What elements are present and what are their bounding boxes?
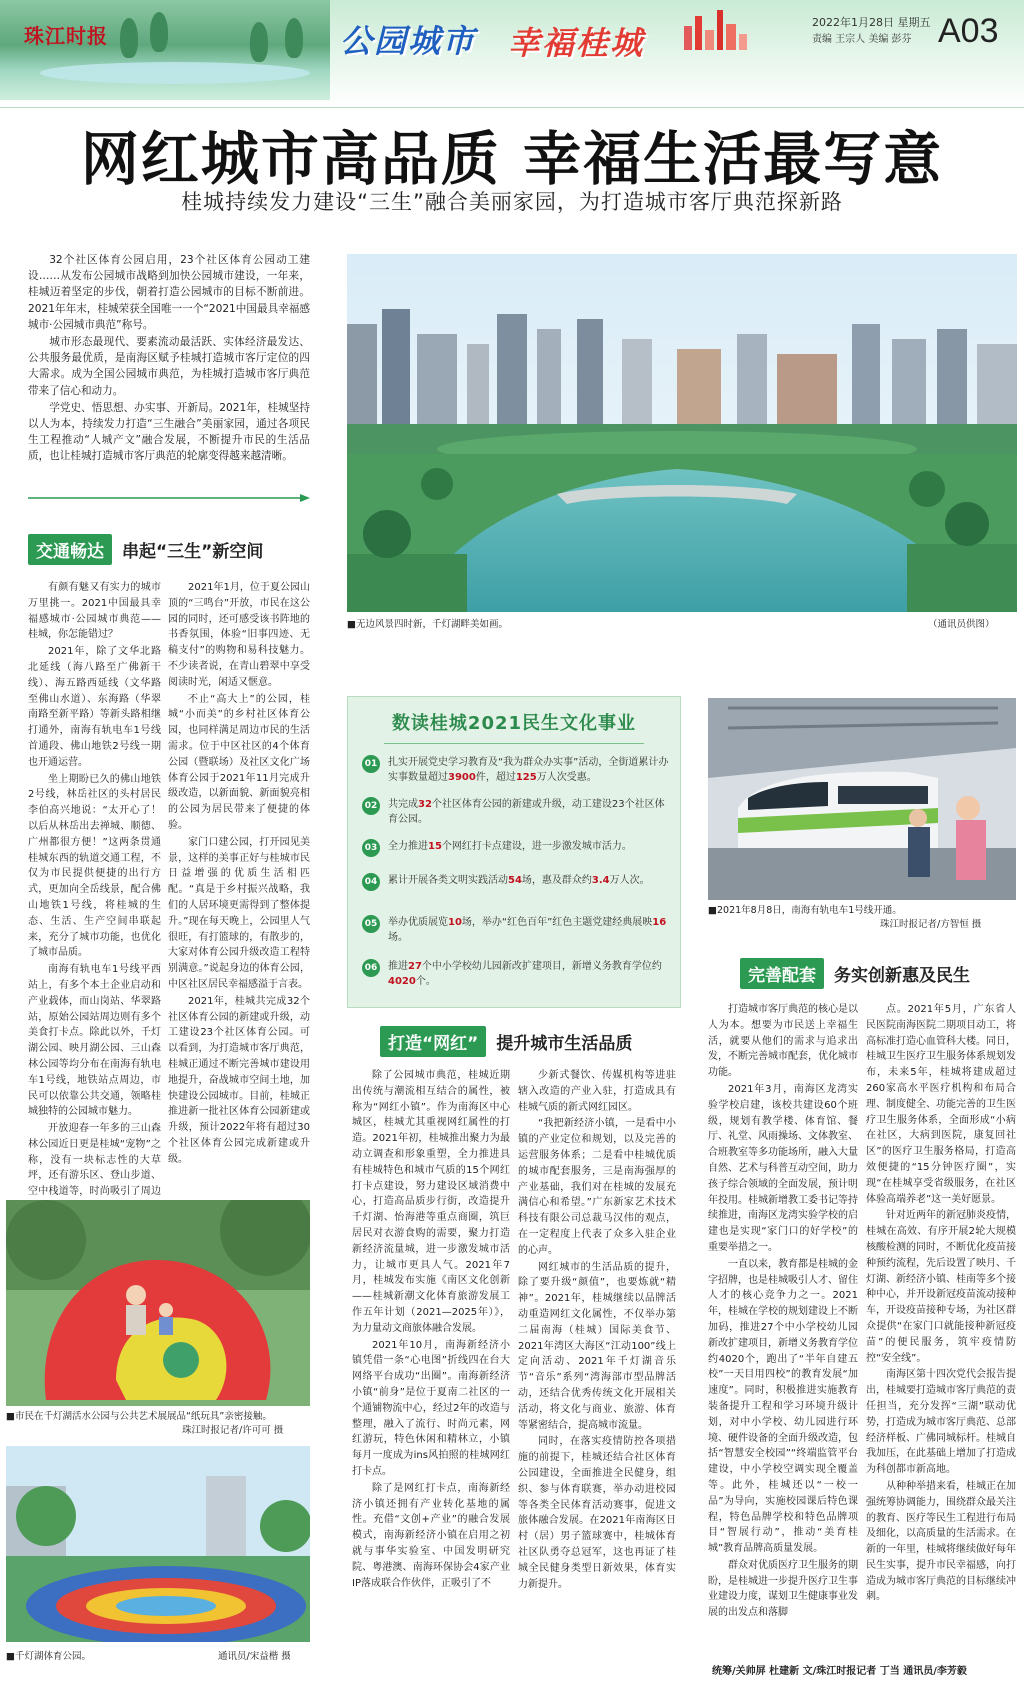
photo-sports-park: [6, 1446, 310, 1642]
paragraph: 2021年，除了文华北路北延线（海八路至广佛新干线）、海五路西延线（文华路至佛山水道）、东海路（华翠南路至新平路）等新头路相继打通外，南海有轨电车1号线首通段、佛山地铁2号线一期也开通运营。: [28, 646, 161, 768]
stat-item: 04 累计开展各类文明实践活动54场，惠及群众约3.4万人次。: [362, 873, 672, 891]
stat-number-badge: 06: [362, 959, 380, 977]
intro-paragraph: 城市形态最现代、要素流动最活跃、实体经济最发达、公共服务最优质，是南海区赋予桂城打造城市客厅定位的四大需求。成为全国公园城市典范，为桂城打造城市客厅典范带来了信心和动力。: [28, 336, 310, 397]
tram-photo-credit: 珠江时报记者/方智恒 摄: [880, 919, 982, 930]
paragraph: 点。2021年5月，广东省人民医院南海医院二期项目动工，将高标准打造心血管科大楼。同日，桂城卫生医疗卫生服务体系规划发布，未来5年，桂城将建成超过260家高水平医疗机构和布局合理、制度健全、功能完善的卫生医疗卫生服务体系，全面形成“小病在社区，大病到医院，康复回社区”的医疗卫生服务格局，打造高效便捷的“15分钟医疗圈”，实现“在桂城享受省级服务，在社区体验高端养老”这一美好愿景。: [866, 1004, 1016, 1205]
section-title-park-city: 公园城市: [340, 22, 477, 60]
stat-item: 05 举办优质展览10场，举办“红色百年”红色主题党建经典展映16场。: [362, 915, 672, 945]
internet-column-1: [352, 1068, 510, 1592]
skyline-icon: [680, 6, 760, 50]
paragraph: 2021年10月，南海新经济小镇凭借一条“心电图”折线四在台大网络平台成功“出圈”。南海新经济小镇“前身”是位于夏南二社区的一个通铺物流中心，经过2年的改造与整理，融入了流行、时尚元素，网红游玩，特色休闲和精林立，小镇每月一度成为ins风拍照的桂城网红打卡点。: [352, 1339, 510, 1477]
paragraph: 开放迎春一年多的三山森林公园近日更是桂城“宠物”之称，没有一块标志性的大草坪，还有游乐区、登山步道、空中栈道等，时尚吸引了周边: [28, 1123, 161, 1198]
art-photo-caption: ■市民在千灯湖活水公园与公共艺术展展品“纸玩具”亲密接触。: [6, 1411, 272, 1422]
stats-box: [347, 696, 681, 1008]
stat-item: 02 共完成32个社区体育公园的新建或升级，动工建设23个社区体育公园。: [362, 797, 672, 827]
issue-date: 2022年1月28日 星期五: [812, 16, 931, 29]
section-title: 串起“三生”新空间: [122, 542, 264, 562]
paragraph: 2021年，桂城共完成32个社区体育公园的新建或升级，动工建设23个社区体育公园。可以看到，为打造城市客厅典范，桂城正通过不断完善城市建设用地提升，奋战城市空间土地，加快建设公园城市。目前，桂城正推进新一批社区体育公园新建或升级，预计2022年将有超过30个社区体育公园完成新建或升级。: [168, 995, 310, 1165]
editor-credits: 责编 王宗人 美编 彭芬: [812, 34, 912, 45]
article-credits: 统筹/关帅屏 杜建新 文/珠江时报记者 丁当 通讯员/李芳毅: [712, 1666, 967, 1677]
paragraph: 南海区第十四次党代会报告提出，桂城要打造城市客厅典范的责任担当，充分发挥“三湖”联动优势，打造成为城市客厅典范、总部经济样板、广佛同城标杆。桂城自我加压，在此基础上增加了打造成为科创都市新高地。: [866, 1369, 1016, 1476]
intro-paragraph: 32个社区体育公园启用，23个社区体育公园动工建设……从发布公园城市战略到加快公园城市建设，一年来，桂城迈着坚定的步伐，朝着打造公园城市的目标不断前进。2021年年末，桂城荣获全国唯一一个“2021中国最具幸福感城市·公园城市典范”称号。: [28, 254, 310, 331]
section-title: 提升城市生活品质: [496, 1034, 633, 1054]
tram-photo-caption: ■2021年8月8日，南海有轨电车1号线开通。: [708, 905, 902, 916]
section-tag: 完善配套: [740, 958, 824, 989]
paragraph: 打造城市客厅典范的核心是以人为本。想要为市民送上幸福生活，就要从他们的需求与追求出发，不断完善城市配套，优化城市功能。: [708, 1004, 858, 1079]
stat-number-badge: 03: [362, 839, 380, 857]
stat-number-badge: 05: [362, 915, 380, 933]
paragraph: “我把新经济小镇，一是看中小镇的产业定位和规划，以及完善的运营服务体系；二是看中桂城优质的城市配套服务，三是南海强厚的产业基础，我们对在桂城的发展充满信心和希望。”广东新家艺术技术科技有限公司总裁马汉伟的观点，在一定程度上代表了众多入驻企业的心声。: [518, 1118, 676, 1256]
paragraph: 同时，在落实疫情防控各项措施的前提下，桂城还结合社区体育公园建设，全面推进全民健身，组织、参与体育联赛，举办动进校园等各类全民体育活动赛事，促进文旅体融合发展。在2021年南海区日村（居）男子篮球赛中，桂城体育社区队勇夺总冠军，这也再证了桂城全民健身类型日新效果，体育实力新提升。: [518, 1436, 676, 1590]
facilities-column-1: [708, 1002, 858, 1622]
paragraph: 除了公园城市典范，桂城近期出传统与潮流相互结合的属性，被称为“网红小镇”。作为南海区中心城区，桂城尤其重视网红属性的打造。2021年初，桂城推出聚力为最动立调查和形象重塑，全力推进具有桂城特色和城市气质的15个网红打卡点建设，努力建设区域消费中心，打造高品质步行街，改造提升千灯湖、怡海港等重点商圈，筑巨居民对衣游食购的需要，聚力打造新经济流量城，进一步激发城市活力，让城市更具人气。2021年7月，桂城发布实施《南区文化创新——桂城新潮文化体育旅游发展工作五年计划（2021—2025年）》，为力量动文商旅体融合发展。: [352, 1070, 510, 1334]
stat-item: 06 推进27个中小学校幼儿园新改扩建项目，新增义务教育学位约4020个。: [362, 959, 672, 989]
section-tag: 交通畅达: [28, 534, 112, 565]
sport-photo-caption: ■千灯湖体育公园。: [6, 1651, 91, 1662]
stat-item: 03 全力推进15个网红打卡点建设，进一步激发城市活力。: [362, 839, 672, 857]
headline: 网红城市高品质 幸福生活最写意: [80, 125, 944, 193]
paragraph: 从种种举措来看，桂城正在加强统筹协调能力，围绕群众最关注的教育、医疗等民生工程进行布局及细化，以高质量的生活需求。在新的一年里，桂城将继续做好每年民生实事，提升市民幸福感，向打造成为城市客厅典范的目标继续冲刺。: [866, 1480, 1016, 1603]
stat-number-badge: 02: [362, 797, 380, 815]
section-tag: 打造“网红”: [380, 1026, 486, 1057]
paragraph: 不止“高大上”的公园，桂城“小而美”的乡村社区体育公园，也同样满足周边市民的生活需求。位于中区社区的4个体育公园（暨联场）及社区文化广场体育公园于2021年11月完成升级改造，以新面貌、新面貌亮相的公园为居民带来了便捷的体验。: [168, 693, 310, 831]
section-heading-internet: [380, 1026, 632, 1057]
facilities-column-2: [866, 1002, 1016, 1606]
section-title: 务实创新惠及民生: [834, 966, 970, 986]
main-photo-caption: ■无边风景四时新，千灯湖畔美如画。: [347, 619, 508, 630]
paragraph: 少新式餐饮、传媒机构等进驻辖入改造的产业入驻，打造成具有桂城气质的新式网红园区。: [518, 1070, 676, 1113]
subheadline: 桂城持续发力建设“三生”融合美丽家园，为打造城市客厅典范探新路: [181, 190, 843, 214]
intro-text: [28, 252, 310, 466]
photo-paper-toy-sculpture: [6, 1200, 310, 1406]
page-number: A03: [938, 12, 999, 50]
paragraph: 群众对优质医疗卫生服务的期盼，是桂城进一步提升医疗卫生事业建设力度，谋划卫生健康事业发展的出发点和落脚: [708, 1559, 858, 1619]
divider-arrow: [28, 494, 310, 502]
paragraph: 一直以来，教育都是桂城的金字招牌，也是桂城吸引人才、留住人才的核心竞争力之一。2021年，桂城在学校的规划建设上不断加码，推进27个中小学校幼儿园新改扩建项目，新增义务教育学位约4020个，跑出了“半年自建五校”一天目用四校”的教育发展“加速度”。同时，积极推进实施教育装备提升工程和学习环境升级计划，对中小学校、幼儿园进行环境、硬件设备的全面升级改造，包括“智慧安全校园”“终端监管平台建设，中小学校空调实现全覆盖等。此外，桂城还以“一校一品”为导向，实施校园课后特色课程，特色品牌学校和特色品牌项目“智展行动”，推动“美育桂城”教育品牌高质量发展。: [708, 1258, 858, 1555]
intro-paragraph: 学党史、悟思想、办实事、开新局。2021年，桂城坚持以人为本，持续发力打造“三生融合”美丽家园，通过各项民生工程推动“人城产文”融合发展，不断提升市民的生活品质，也让桂城打造城市客厅典范的轮廓变得越来越清晰。: [28, 401, 310, 463]
photo-tram-line: [708, 698, 1016, 900]
paragraph: 除了是网红打卡点，南海新经济小镇还拥有产业转化基地的属性。充借“文创+产业”的融合发展模式，南海新经济小镇在启用之初就与事华实验室、中国发明研究院、粤港澳、南海环保协会4家产业IP落成联合作伙伴，正吸引了不: [352, 1482, 510, 1589]
stat-number-badge: 01: [362, 755, 380, 773]
transport-column-2: [168, 580, 310, 1168]
internet-column-2: [518, 1068, 676, 1593]
stat-number-badge: 04: [362, 873, 380, 891]
main-photo-lake-skyline: [347, 254, 1017, 612]
paragraph: 坐上期盼已久的佛山地铁2号线，林岳社区的头村居民李伯高兴地说：“太开心了！以后从林岳出去禅城、顺德、广州都很方便！”这两条贯通桂城东西的轨道交通工程，不仅为市民提供便捷的出行方式，更加向全岳线景，配合佛山地铁1号线，将桂城的生态、生活、生产空间串联起来，充分了城市功能，也优化了城市品质。: [28, 773, 161, 959]
paragraph: 2021年3月，南海区龙湾实验学校启建，该校共建设60个班级，规划有教学楼、体育馆、餐厅、礼堂、风雨操场、文体教室、合班教室等多功能场所，融入大量自然、艺术与科普互动空间，助力孩子综合领域的全面发展，预计明年投用。桂城新增教工委书记等持续推进，南海区龙湾实验学校的启建也是实现“家门口的好学校”的重要举措之一。: [708, 1083, 858, 1253]
main-photo-credit: （通讯员供图）: [928, 619, 995, 630]
paragraph: 针对近两年的新冠肺炎疫情，桂城在高效、有序开展2轮大规模核酸检测的同时，不断优化疫苗接种预约流程，先后设置了映月、千灯湖、新经济小镇、桂南等多个接种中心，并开设新冠疫苗流动接种车，开设疫苗接种专场，为社区群众提供“在家门口就能接种新冠疫苗”的便民服务，筑牢疫情防控“安全线”。: [866, 1210, 1016, 1364]
transport-column-1: [28, 580, 161, 1233]
paragraph: 家门口建公园，打开园见美景，这样的美事正好与桂城市民日益增强的优质生活相匹配。“真是于乡村振兴战略，我们的人居环境更需得到了整体提升。”现在每天晚上，公园里人气很旺，有打篮球的，有散步的，大家对体育公园升级改造工程特别满意。”说起身边的体育公园，中区社区居民幸福感溢于言表。: [168, 836, 310, 990]
paragraph: 有颜有魅又有实力的城市万里挑一。2021中国最具幸福感城市·公园城市典范——桂城，你怎能错过？: [28, 582, 161, 641]
newspaper-logo: 珠江时报: [24, 24, 108, 48]
art-photo-credit: 珠江时报记者/许可可 摄: [182, 1425, 284, 1436]
page-header: [0, 0, 1024, 108]
sport-photo-credit: 通讯员/宋益楷 摄: [218, 1651, 291, 1662]
section-heading-facilities: [740, 958, 970, 989]
section-title-happy-guicheng: 幸福桂城: [508, 24, 645, 62]
header-photo: [0, 0, 330, 100]
stats-title: 数读桂城2021民生文化事业: [348, 709, 680, 744]
stat-item: 01 扎实开展党史学习教育及“我为群众办实事”活动，全街道累计办实事数量超过3900件，超过125万人次受惠。: [362, 755, 672, 785]
section-heading-transport: [28, 534, 263, 565]
paragraph: 南海有轨电车1号线平西站上，有多个本土企业启动和产业载体，而山岗站、华翠路站，原始公园站周边则有多个美食打卡点。除此以外，千灯湖公园、映月湖公园、三山森林公园等均分布在南海有轨电车1号线，地铁站点周边，市民可以依靠公共交通，领略桂城独特的公园城市魅力。: [28, 964, 161, 1118]
paragraph: 网红城市的生活品质的提升，除了要升级“颜值”，也要炼就“精神”。2021年，桂城继续以品牌活动重造网红文化属性，不仅举办第二届南海（桂城）国际美食节、2021年湾区大海区“江动100”线上定向活动、2021年千灯湖音乐节“音乐”系列“湾海部市型品牌活动，还结合优秀传统文化开展相关活动，将文化与商业、旅游、体育等紧密结合，提高城市流量。: [518, 1261, 676, 1431]
paragraph: 2021年1月，位于夏公园山顶的“三鸣台”开放，市民在这公园的同时，还可感受该书阵地的书香氛围，体验“旧事四迹、无稿支付”的购物和易科技魅力。不少读者说，在青山碧翠中享受阅读时光，闲适又惬意。: [168, 582, 310, 688]
